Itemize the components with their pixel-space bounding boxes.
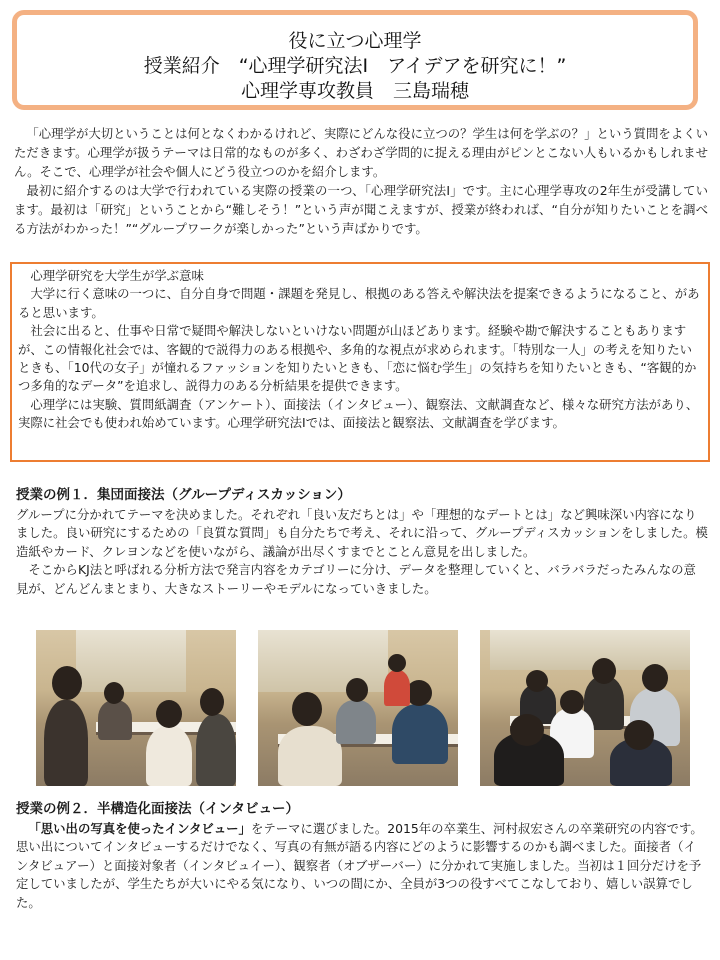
- meaning-heading: 心理学研究を大学生が学ぶ意味: [30, 268, 204, 283]
- title-line-3: 心理学専攻教員 三島瑞穂: [240, 80, 469, 102]
- example1-paragraph-1: グループに分かれてテーマを決めました。それぞれ「良い友だちとは」や「理想的なデートとは」など興味深い内容になりました。良い研究にするための「良質な質問」も自分たちで考え、それに沿って、グループディスカッションをしました。模造紙やカード、クレヨンなどを使いながら、議論が出尽くすまでとことん意見を出しました。: [16, 506, 708, 559]
- example2-lead: 「思い出の写真を使ったインタビュー」: [28, 820, 251, 836]
- example2-paragraph: [16, 820, 708, 913]
- title-box: [12, 10, 698, 110]
- classroom-photo-2: [258, 630, 458, 786]
- intro-paragraph-1: 「心理学が大切ということは何となくわかるけれど、実際にどんな役に立つの？学生は何を学ぶの？」という質問をよくいただきます。心理学が扱うテーマは日常的なものが多く、わざわざ学問的に捉える理由がピンとこない人もいるかもしれません。そこで、心理学が社会や個人にどう役立つのかを紹介します。: [14, 126, 708, 179]
- meaning-paragraph-3: 心理学には実験、質問紙調査（アンケート）、面接法（インタビュー）、観察法、文献調査など、様々な研究方法があり、実際に社会でも使われ始めています。心理学研究法Ⅰでは、面接法と観察法、文献調査を学びます。: [18, 396, 699, 431]
- classroom-photo-3: [480, 630, 690, 786]
- classroom-photo-1: [36, 630, 236, 786]
- meaning-box: [10, 262, 710, 462]
- example1-heading: 授業の例１．集団面接法（グループディスカッション）: [16, 487, 351, 503]
- example2-section: [16, 800, 708, 913]
- example1-paragraph-2: そこからKJ法と呼ばれる分析方法で発言内容をカテゴリーに分け、データを整理していくと、バラバラだったみんなの意見が、どんどんまとまり、大きなストーリーやモデルになっていきました。: [16, 562, 696, 596]
- meaning-paragraph-1: 大学に行く意味の一つに、自分自身で問題・課題を発見し、根拠のある答えや解決法を提案できるようになること、があると思います。: [18, 286, 700, 320]
- title-line-2: 授業紹介 “心理学研究法Ⅰ アイデアを研究に！”: [143, 55, 567, 77]
- intro-paragraph-2: 最初に紹介するのは大学で行われている実際の授業の一つ、「心理学研究法Ⅰ」です。主に心理学専攻の2年生が受講しています。最初は「研究」ということから“難しそう！”という声が聞こえますが、授業が終われば、“自分が知りたいことを調べる方法がわかった！”“グループワークが楽しかった”という声ばかりです。: [14, 183, 708, 236]
- title-line-1: 役に立つ心理学: [288, 30, 422, 52]
- example2-heading: 授業の例２．半構造化面接法（インタビュー）: [16, 801, 299, 817]
- example1-section: [16, 486, 708, 599]
- example2-body: をテーマに選びました。2015年の卒業生、河村叔宏さんの卒業研究の内容です。思い出についてインタビューするだけでなく、写真の有無が語る内容にどのように影響するのかも調べました。面接者（インタビュアー）と面接対象者（インタビュイー）、観察者（オブザーバー）に分かれて実施しました。当初は１回分だけを予定していましたが、学生たちが大いにやる気になり、いつの間にか、全員が3つの役すべてこなしており、嬉しい誤算でした。: [16, 820, 703, 910]
- intro-section: [14, 124, 708, 238]
- meaning-paragraph-2: 社会に出ると、仕事や日常で疑問や解決しないといけない問題が山ほどあります。経験や勘で解決することもありますが、この情報化社会では、客観的で説得力のある根拠や、多角的な視点が求められます。「特別な一人」の考えを知りたいときも、「10代の女子」が憧れるファッションを知りたいときも、「恋に悩む学生」の気持ちを知りたいときも、“客観的かつ多角的なデータ”を追求し、説得力のある分析結果を提供できます。: [18, 323, 697, 394]
